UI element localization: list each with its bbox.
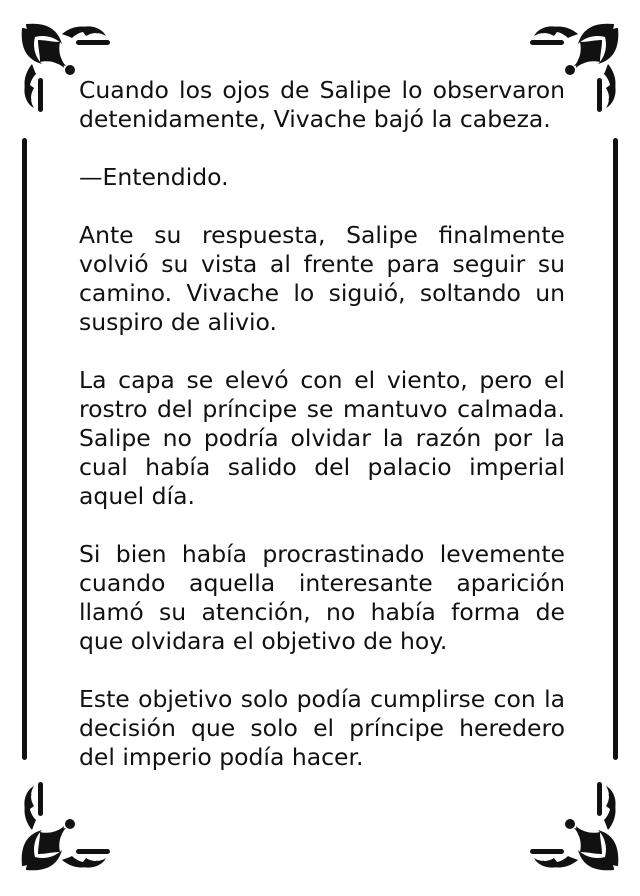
story-text [79,76,565,772]
ornamental-corner-icon [524,776,622,874]
frame-right-line [613,138,618,760]
ornamental-corner-icon [18,776,116,874]
paragraph: Si bien había procrastinado levemente cuando aquella interesante aparición llamó su atención, no había forma de que olvidara el objetivo de hoy. [79,540,565,655]
paragraph: Este objetivo solo podía cumplirse con la decisión que solo el príncipe heredero del imperio podía hacer. [79,685,565,771]
paragraph: —Entendido. [79,163,229,191]
paragraph: La capa se elevó con el viento, pero el rostro del príncipe se mantuvo calmada. Salipe no podría olvidar la razón por la cual había salido del palacio imperial aquel día. [79,366,565,510]
paragraph: Cuando los ojos de Salipe lo observaron detenidamente, Vivache bajó la cabeza. [79,76,565,133]
paragraph: Ante su respuesta, Salipe finalmente volvió su vista al frente para seguir su camino. Vivache lo siguió, soltando un suspiro de alivio. [79,221,565,336]
frame-left-line [22,138,27,760]
